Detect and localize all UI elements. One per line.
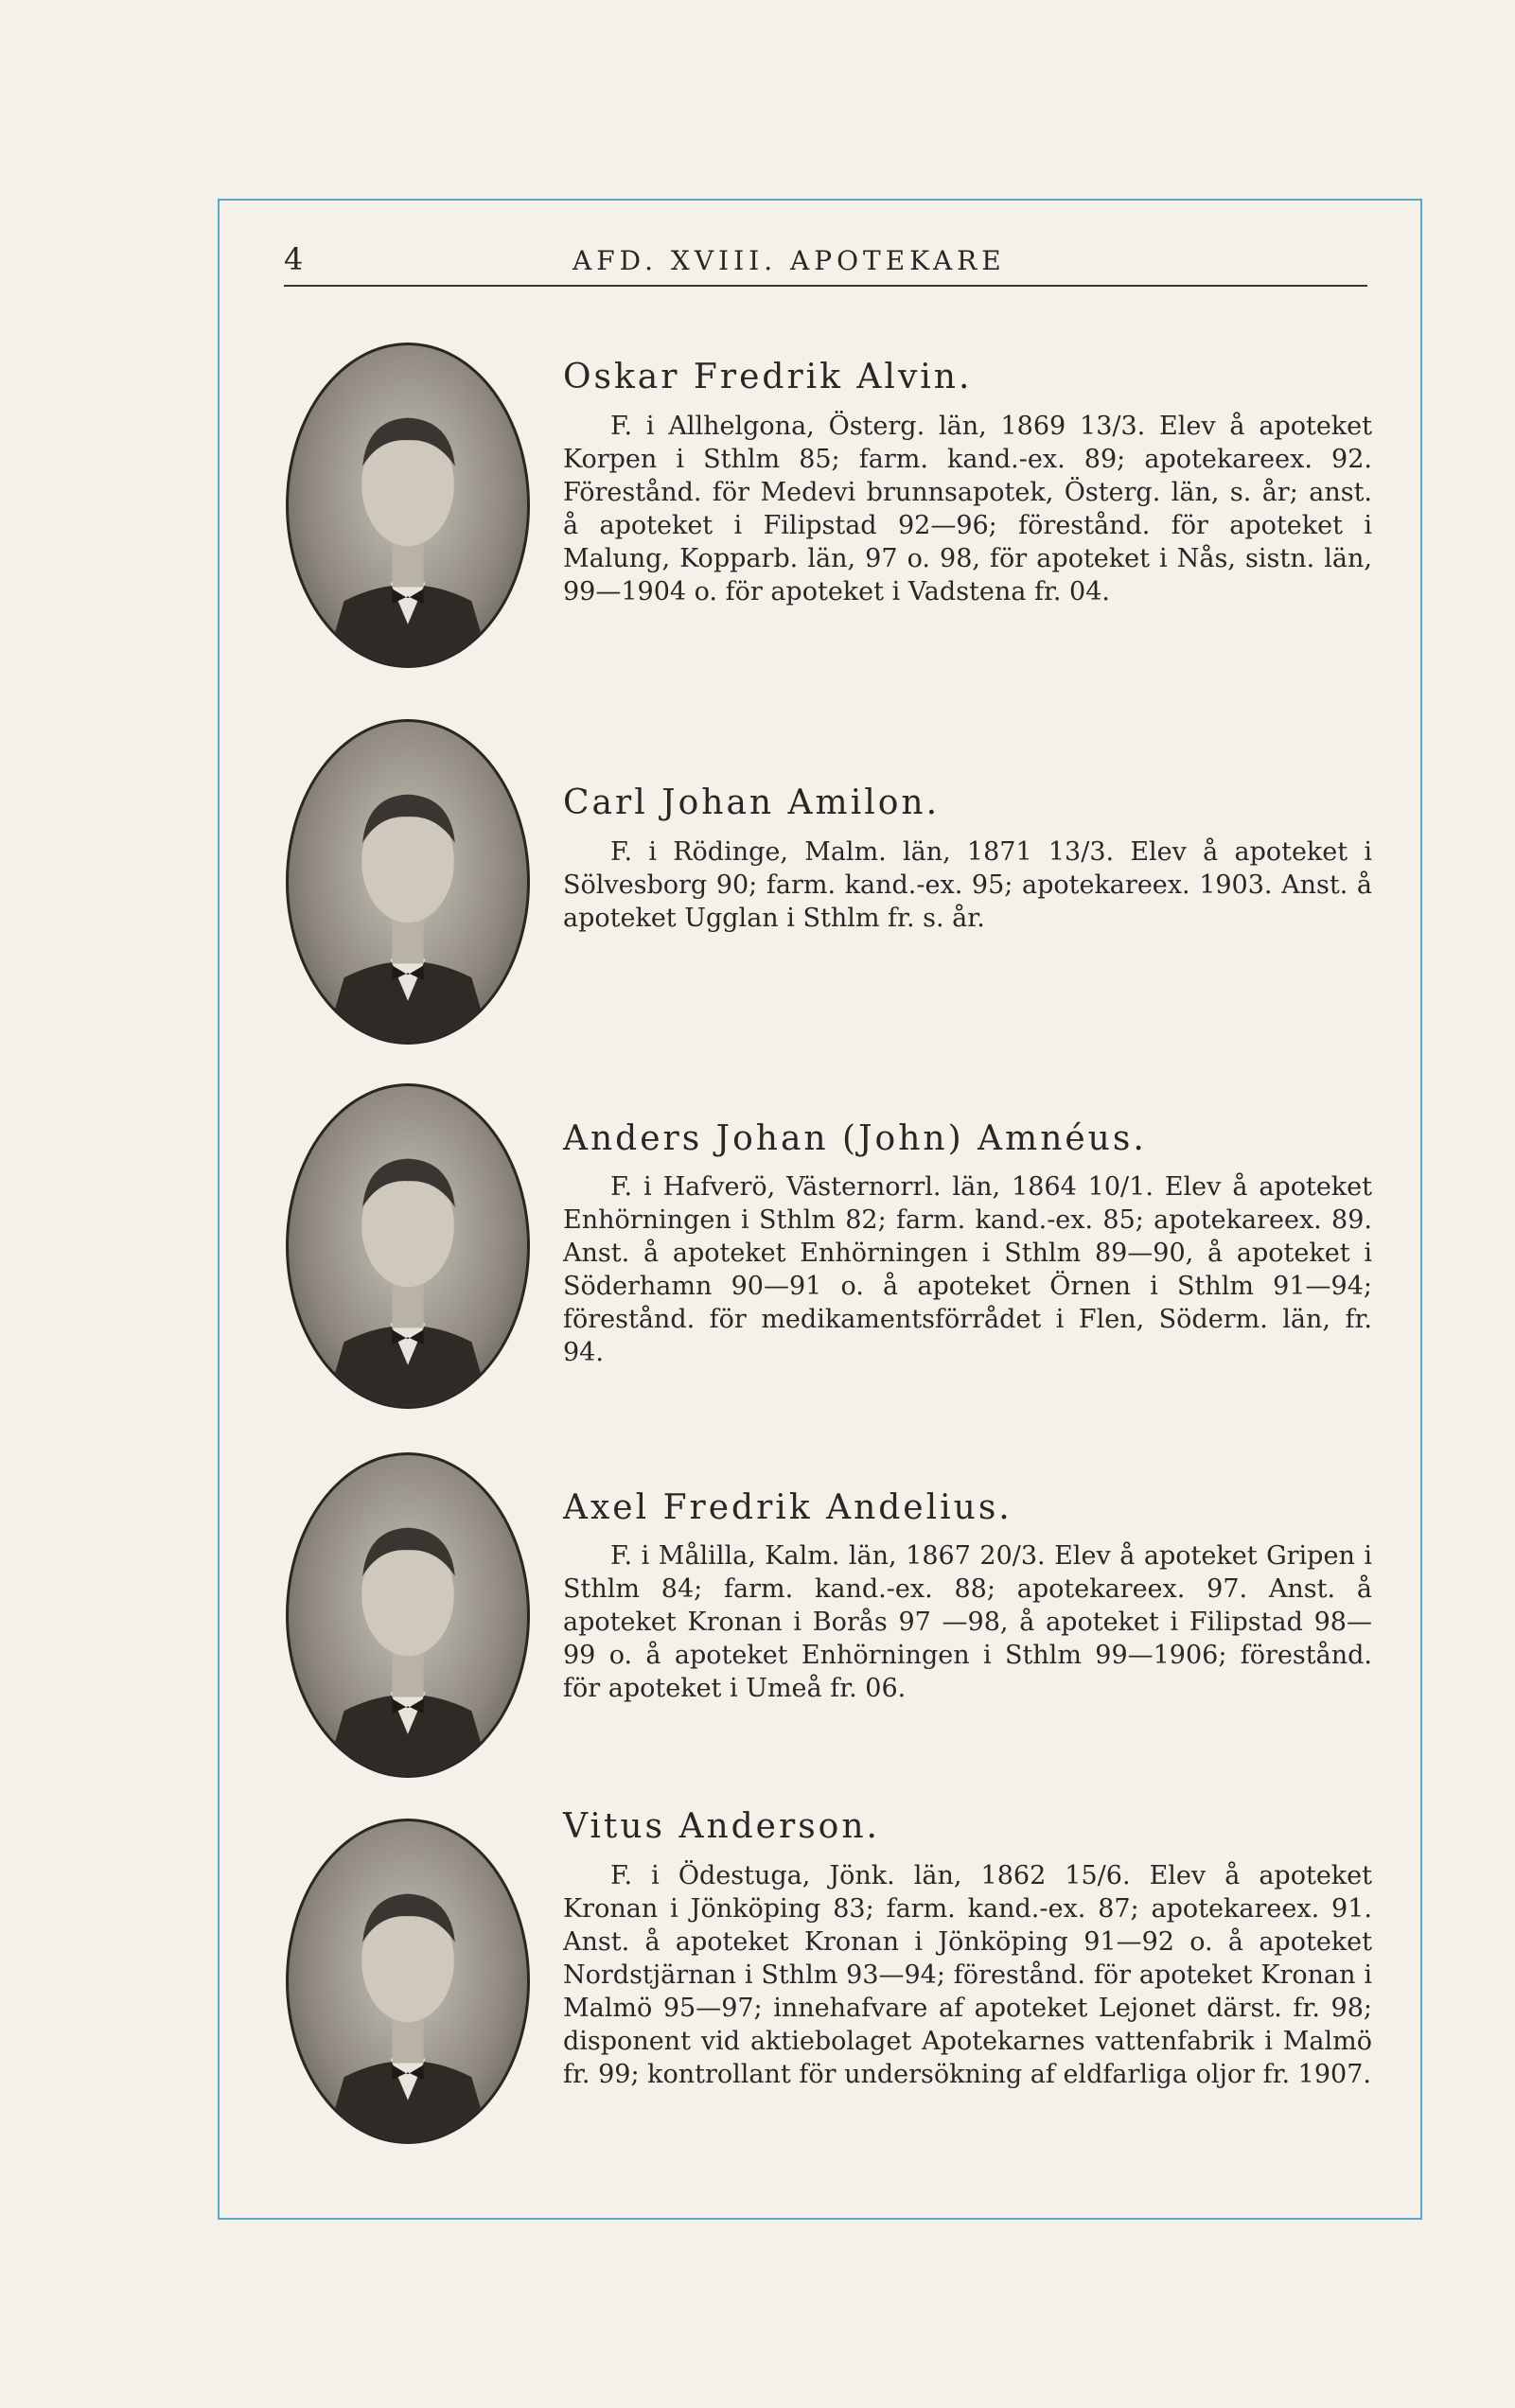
portrait-photo [286,1083,530,1409]
person-name: Carl Johan Amilon. [563,783,941,822]
person-name: Vitus Anderson. [563,1807,880,1846]
portrait-photo [286,1819,530,2144]
portrait-photo [286,1452,530,1778]
biography-text: F. i Allhelgona, Österg. län, 1869 13/3. Elev å apoteket Korpen i Sthlm 85; farm. kand.-ex. 89; apotekareex. 92. Förestånd. för Medevi brunnsapotek, Österg. län, s. år; anst. å apoteket i Filipstad 92—96; förestånd. för apoteket i Malung, Kopparb. län, 97 o. 98, för apoteket i Nås, sistn. län, 99—1904 o. för apoteket i Vadstena fr. 04. [563,412,1372,606]
page-header [284,241,1367,287]
portrait-photo [286,343,530,668]
page-number: 4 [284,241,304,277]
biography-text: F. i Ödestuga, Jönk. län, 1862 15/6. Elev å apoteket Kronan i Jönköping 83; farm. kand.-ex. 87; apotekareex. 91. Anst. å apoteket Kronan i Jönköping 91—92 o. å apoteket Nordstjärnan i Sthlm 93—94; förestånd. för apoteket Kronan i Malmö 95—97; innehafvare af apoteket Lejonet därst. fr. 98; disponent vid aktiebolaget Apotekarnes vattenfabrik i Malmö fr. 99; kontrollant för undersökning af eldfarliga oljor fr. 1907. [563,1861,1372,2089]
biography-text: F. i Målilla, Kalm. län, 1867 20/3. Elev å apoteket Gripen i Sthlm 84; farm. kand.-ex. 88; apotekareex. 97. Anst. å apoteket Kronan i Borås 97 —98, å apoteket i Filipstad 98—99 o. å apoteket Enhörningen i Sthlm 99—1906; förestånd. för apoteket i Umeå fr. 06. [563,1541,1372,1703]
person-name: Anders Johan (John) Amnéus. [563,1119,1147,1158]
person-name: Axel Fredrik Andelius. [563,1488,1013,1527]
portrait-photo [286,719,530,1045]
biography-text: F. i Rödinge, Malm. län, 1871 13/3. Elev å apoteket i Sölvesborg 90; farm. kand.-ex. 95; apotekareex. 1903. Anst. å apoteket Ugglan i Sthlm fr. s. år. [563,837,1372,933]
person-name: Oskar Fredrik Alvin. [563,358,973,396]
running-head: AFD. XVIII. APOTEKARE [573,245,1006,276]
biography-text: F. i Hafverö, Västernorrl. län, 1864 10/1. Elev å apoteket Enhörningen i Sthlm 82; farm. kand.-ex. 85; apotekareex. 89. Anst. å apoteket Enhörningen i Sthlm 89—90, å apoteket i Söderhamn 90—91 o. å apoteket Örnen i Sthlm 91—94; förestånd. för medikamentsförrådet i Flen, Söderm. län, fr. 94. [563,1172,1372,1367]
